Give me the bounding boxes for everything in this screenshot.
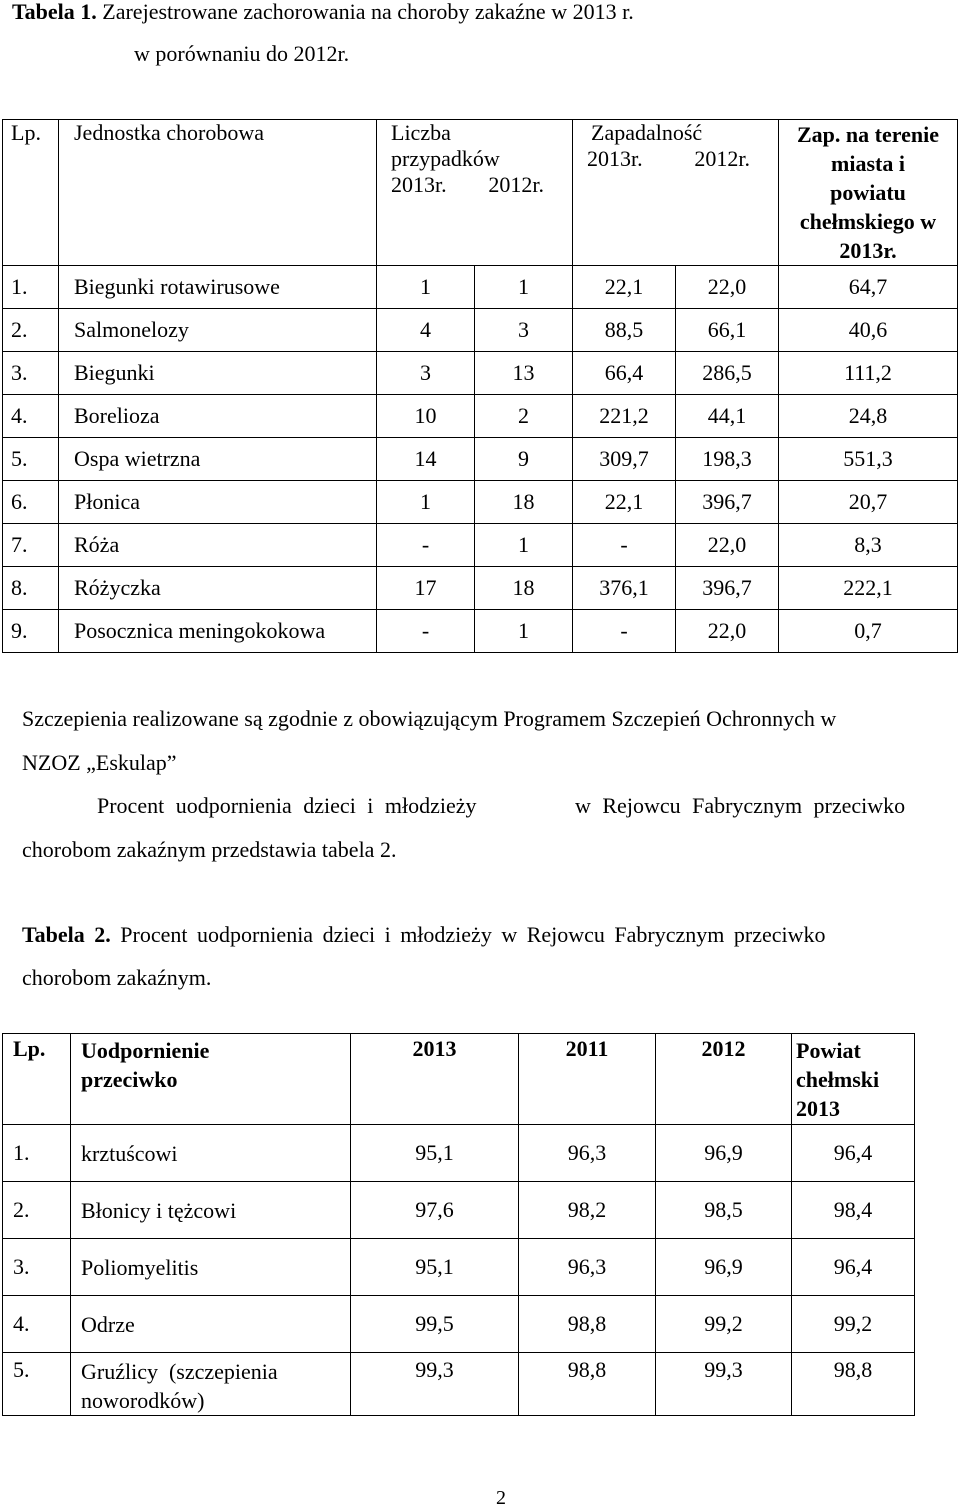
t1-cell-lp: 6.	[3, 481, 59, 524]
t1-cell-cases-2012: 1	[475, 524, 573, 567]
t2-cell-against: krztuścowi	[71, 1125, 351, 1182]
t2-cell-powiat: 98,8	[792, 1353, 915, 1416]
t1-cell-incidence-2012: 22,0	[676, 266, 779, 309]
t2-cell-lp: 1.	[3, 1125, 71, 1182]
table1-row	[3, 438, 958, 481]
t2-cell-2012: 99,3	[656, 1353, 792, 1416]
header-incidence-2013: 2013r.	[587, 146, 643, 171]
t2-header-against: Uodpornienie przeciwko	[71, 1034, 351, 1125]
t1-cell-disease: Płonica	[59, 481, 377, 524]
t1-cell-cases-2012: 1	[475, 266, 573, 309]
header-cases-2012: 2012r.	[488, 172, 544, 197]
t2-header-powiat: Powiat chełmski 2013	[792, 1034, 915, 1125]
table2-row	[3, 1239, 915, 1296]
t2-cell-against: Poliomyelitis	[71, 1239, 351, 1296]
table2	[2, 1033, 915, 1416]
paragraph-2-line-2: chorobom zakaźnym przedstawia tabela 2.	[22, 837, 397, 862]
t1-cell-cases-2013: 1	[377, 481, 475, 524]
t1-cell-zap-powiat: 222,1	[779, 567, 958, 610]
table1-row	[3, 610, 958, 653]
t2-cell-powiat: 99,2	[792, 1296, 915, 1353]
table2-row	[3, 1182, 915, 1239]
t2-header-2013: 2013	[351, 1034, 519, 1125]
t2-cell-against-line-2: noworodków)	[81, 1388, 205, 1413]
table1-row	[3, 266, 958, 309]
t2-cell-powiat: 96,4	[792, 1125, 915, 1182]
t1-cell-zap-powiat: 0,7	[779, 610, 958, 653]
table2-title-label: Tabela 2.	[22, 922, 111, 947]
t2-cell-2012: 96,9	[656, 1239, 792, 1296]
t1-cell-lp: 8.	[3, 567, 59, 610]
table2-title	[22, 922, 826, 948]
header-cases-label: Liczba przypadków	[391, 120, 500, 171]
table1-row	[3, 395, 958, 438]
paragraph-1-line-1: Szczepienia realizowane są zgodnie z obowiązującym Programem Szczepień Ochronnych w	[22, 706, 837, 731]
t1-cell-incidence-2012: 22,0	[676, 610, 779, 653]
table1-row	[3, 309, 958, 352]
t1-cell-incidence-2013: 66,4	[573, 352, 676, 395]
t1-cell-cases-2012: 18	[475, 481, 573, 524]
t1-cell-cases-2013: -	[377, 610, 475, 653]
t1-cell-disease: Róża	[59, 524, 377, 567]
t2-cell-2012: 99,2	[656, 1296, 792, 1353]
t2-header-2011: 2011	[519, 1034, 656, 1125]
t1-cell-disease: Biegunki rotawirusowe	[59, 266, 377, 309]
header-lp: Lp.	[3, 120, 59, 266]
t1-cell-incidence-2013: 22,1	[573, 481, 676, 524]
table1-title-text: Zarejestrowane zachorowania na choroby zakaźne w 2013 r.	[102, 0, 634, 24]
t2-cell-lp: 3.	[3, 1239, 71, 1296]
t1-cell-incidence-2012: 22,0	[676, 524, 779, 567]
t1-cell-cases-2013: 1	[377, 266, 475, 309]
t2-cell-powiat: 98,4	[792, 1182, 915, 1239]
header-incidence-label: Zapadalność	[591, 120, 703, 145]
table1-row	[3, 524, 958, 567]
t2-cell-lp: 4.	[3, 1296, 71, 1353]
table2-row	[3, 1353, 915, 1416]
t1-cell-cases-2013: -	[377, 524, 475, 567]
table1-header-row	[3, 120, 958, 266]
header-incidence-2012: 2012r.	[694, 146, 750, 171]
t1-cell-disease: Ospa wietrzna	[59, 438, 377, 481]
t1-cell-zap-powiat: 64,7	[779, 266, 958, 309]
t1-cell-incidence-2013: 376,1	[573, 567, 676, 610]
t1-cell-zap-powiat: 8,3	[779, 524, 958, 567]
t1-cell-cases-2013: 4	[377, 309, 475, 352]
table1-row	[3, 567, 958, 610]
t2-cell-2012: 98,5	[656, 1182, 792, 1239]
t2-cell-against: Odrze	[71, 1296, 351, 1353]
t2-cell-against: Błonicy i tężcowi	[71, 1182, 351, 1239]
t1-cell-cases-2012: 9	[475, 438, 573, 481]
t2-cell-2012: 96,9	[656, 1125, 792, 1182]
t2-cell-2011: 98,8	[519, 1296, 656, 1353]
t1-cell-incidence-2012: 396,7	[676, 481, 779, 524]
t1-cell-cases-2012: 3	[475, 309, 573, 352]
header-cases	[377, 120, 573, 266]
table1-title-label: Tabela 1.	[12, 0, 97, 24]
t1-cell-lp: 5.	[3, 438, 59, 481]
t1-cell-cases-2012: 13	[475, 352, 573, 395]
t1-cell-zap-powiat: 20,7	[779, 481, 958, 524]
t1-cell-zap-powiat: 111,2	[779, 352, 958, 395]
t2-header-lp: Lp.	[3, 1034, 71, 1125]
header-disease: Jednostka chorobowa	[59, 120, 377, 266]
table2-title-text: Procent uodpornienia dzieci i młodzieży w Rejowcu Fabrycznym przeciwko	[120, 922, 826, 947]
t2-cell-2011: 96,3	[519, 1239, 656, 1296]
t1-cell-cases-2013: 10	[377, 395, 475, 438]
header-incidence	[573, 120, 779, 266]
t1-cell-cases-2013: 14	[377, 438, 475, 481]
t1-cell-incidence-2012: 396,7	[676, 567, 779, 610]
t1-cell-incidence-2013: 309,7	[573, 438, 676, 481]
paragraph-1-line-2: NZOZ „Eskulap”	[22, 750, 177, 775]
t2-cell-2011: 98,8	[519, 1353, 656, 1416]
t1-cell-lp: 3.	[3, 352, 59, 395]
t2-cell-lp: 2.	[3, 1182, 71, 1239]
t1-cell-incidence-2013: -	[573, 524, 676, 567]
paragraph-2-right: w Rejowcu Fabrycznym przeciwko	[575, 793, 906, 818]
table1	[2, 119, 958, 653]
t1-cell-lp: 7.	[3, 524, 59, 567]
page-number: 2	[496, 1487, 506, 1509]
table2-row	[3, 1125, 915, 1182]
t1-cell-zap-powiat: 40,6	[779, 309, 958, 352]
t2-cell-2013: 97,6	[351, 1182, 519, 1239]
t1-cell-lp: 4.	[3, 395, 59, 438]
t1-cell-incidence-2013: -	[573, 610, 676, 653]
table2-row	[3, 1296, 915, 1353]
t2-cell-against	[71, 1353, 351, 1416]
t1-cell-cases-2012: 18	[475, 567, 573, 610]
t2-cell-2011: 96,3	[519, 1125, 656, 1182]
t2-header-2012: 2012	[656, 1034, 792, 1125]
t1-cell-lp: 2.	[3, 309, 59, 352]
t1-cell-disease: Salmonelozy	[59, 309, 377, 352]
t1-cell-cases-2012: 2	[475, 395, 573, 438]
t1-cell-incidence-2013: 221,2	[573, 395, 676, 438]
t2-cell-2013: 95,1	[351, 1125, 519, 1182]
table1-row	[3, 352, 958, 395]
t1-cell-incidence-2013: 22,1	[573, 266, 676, 309]
t1-cell-zap-powiat: 24,8	[779, 395, 958, 438]
table1-title	[12, 0, 634, 25]
paragraph-2-left: Procent uodpornienia dzieci i młodzieży	[97, 793, 477, 818]
header-zap-powiat: Zap. na terenie miasta i powiatu chełmskiego w 2013r.	[779, 120, 958, 266]
t2-cell-against-line-1: Gruźlicy (szczepienia	[81, 1359, 278, 1384]
t2-cell-powiat: 96,4	[792, 1239, 915, 1296]
t1-cell-disease: Biegunki	[59, 352, 377, 395]
t1-cell-zap-powiat: 551,3	[779, 438, 958, 481]
table2-title-line-2: chorobom zakaźnym.	[22, 965, 212, 990]
table1-row	[3, 481, 958, 524]
table2-header-row	[3, 1034, 915, 1125]
t2-cell-2013: 99,3	[351, 1353, 519, 1416]
t1-cell-lp: 9.	[3, 610, 59, 653]
t1-cell-incidence-2012: 66,1	[676, 309, 779, 352]
t1-cell-cases-2013: 17	[377, 567, 475, 610]
t2-cell-2011: 98,2	[519, 1182, 656, 1239]
t1-cell-incidence-2012: 44,1	[676, 395, 779, 438]
t2-cell-2013: 95,1	[351, 1239, 519, 1296]
t1-cell-disease: Borelioza	[59, 395, 377, 438]
header-cases-2013: 2013r.	[391, 172, 447, 197]
t1-cell-disease: Różyczka	[59, 567, 377, 610]
t1-cell-incidence-2012: 286,5	[676, 352, 779, 395]
table1-subtitle: w porównaniu do 2012r.	[134, 41, 350, 66]
t1-cell-disease: Posocznica meningokokowa	[59, 610, 377, 653]
t2-cell-2013: 99,5	[351, 1296, 519, 1353]
t1-cell-incidence-2013: 88,5	[573, 309, 676, 352]
t2-cell-lp: 5.	[3, 1353, 71, 1416]
t1-cell-lp: 1.	[3, 266, 59, 309]
t1-cell-cases-2013: 3	[377, 352, 475, 395]
t1-cell-incidence-2012: 198,3	[676, 438, 779, 481]
t1-cell-cases-2012: 1	[475, 610, 573, 653]
